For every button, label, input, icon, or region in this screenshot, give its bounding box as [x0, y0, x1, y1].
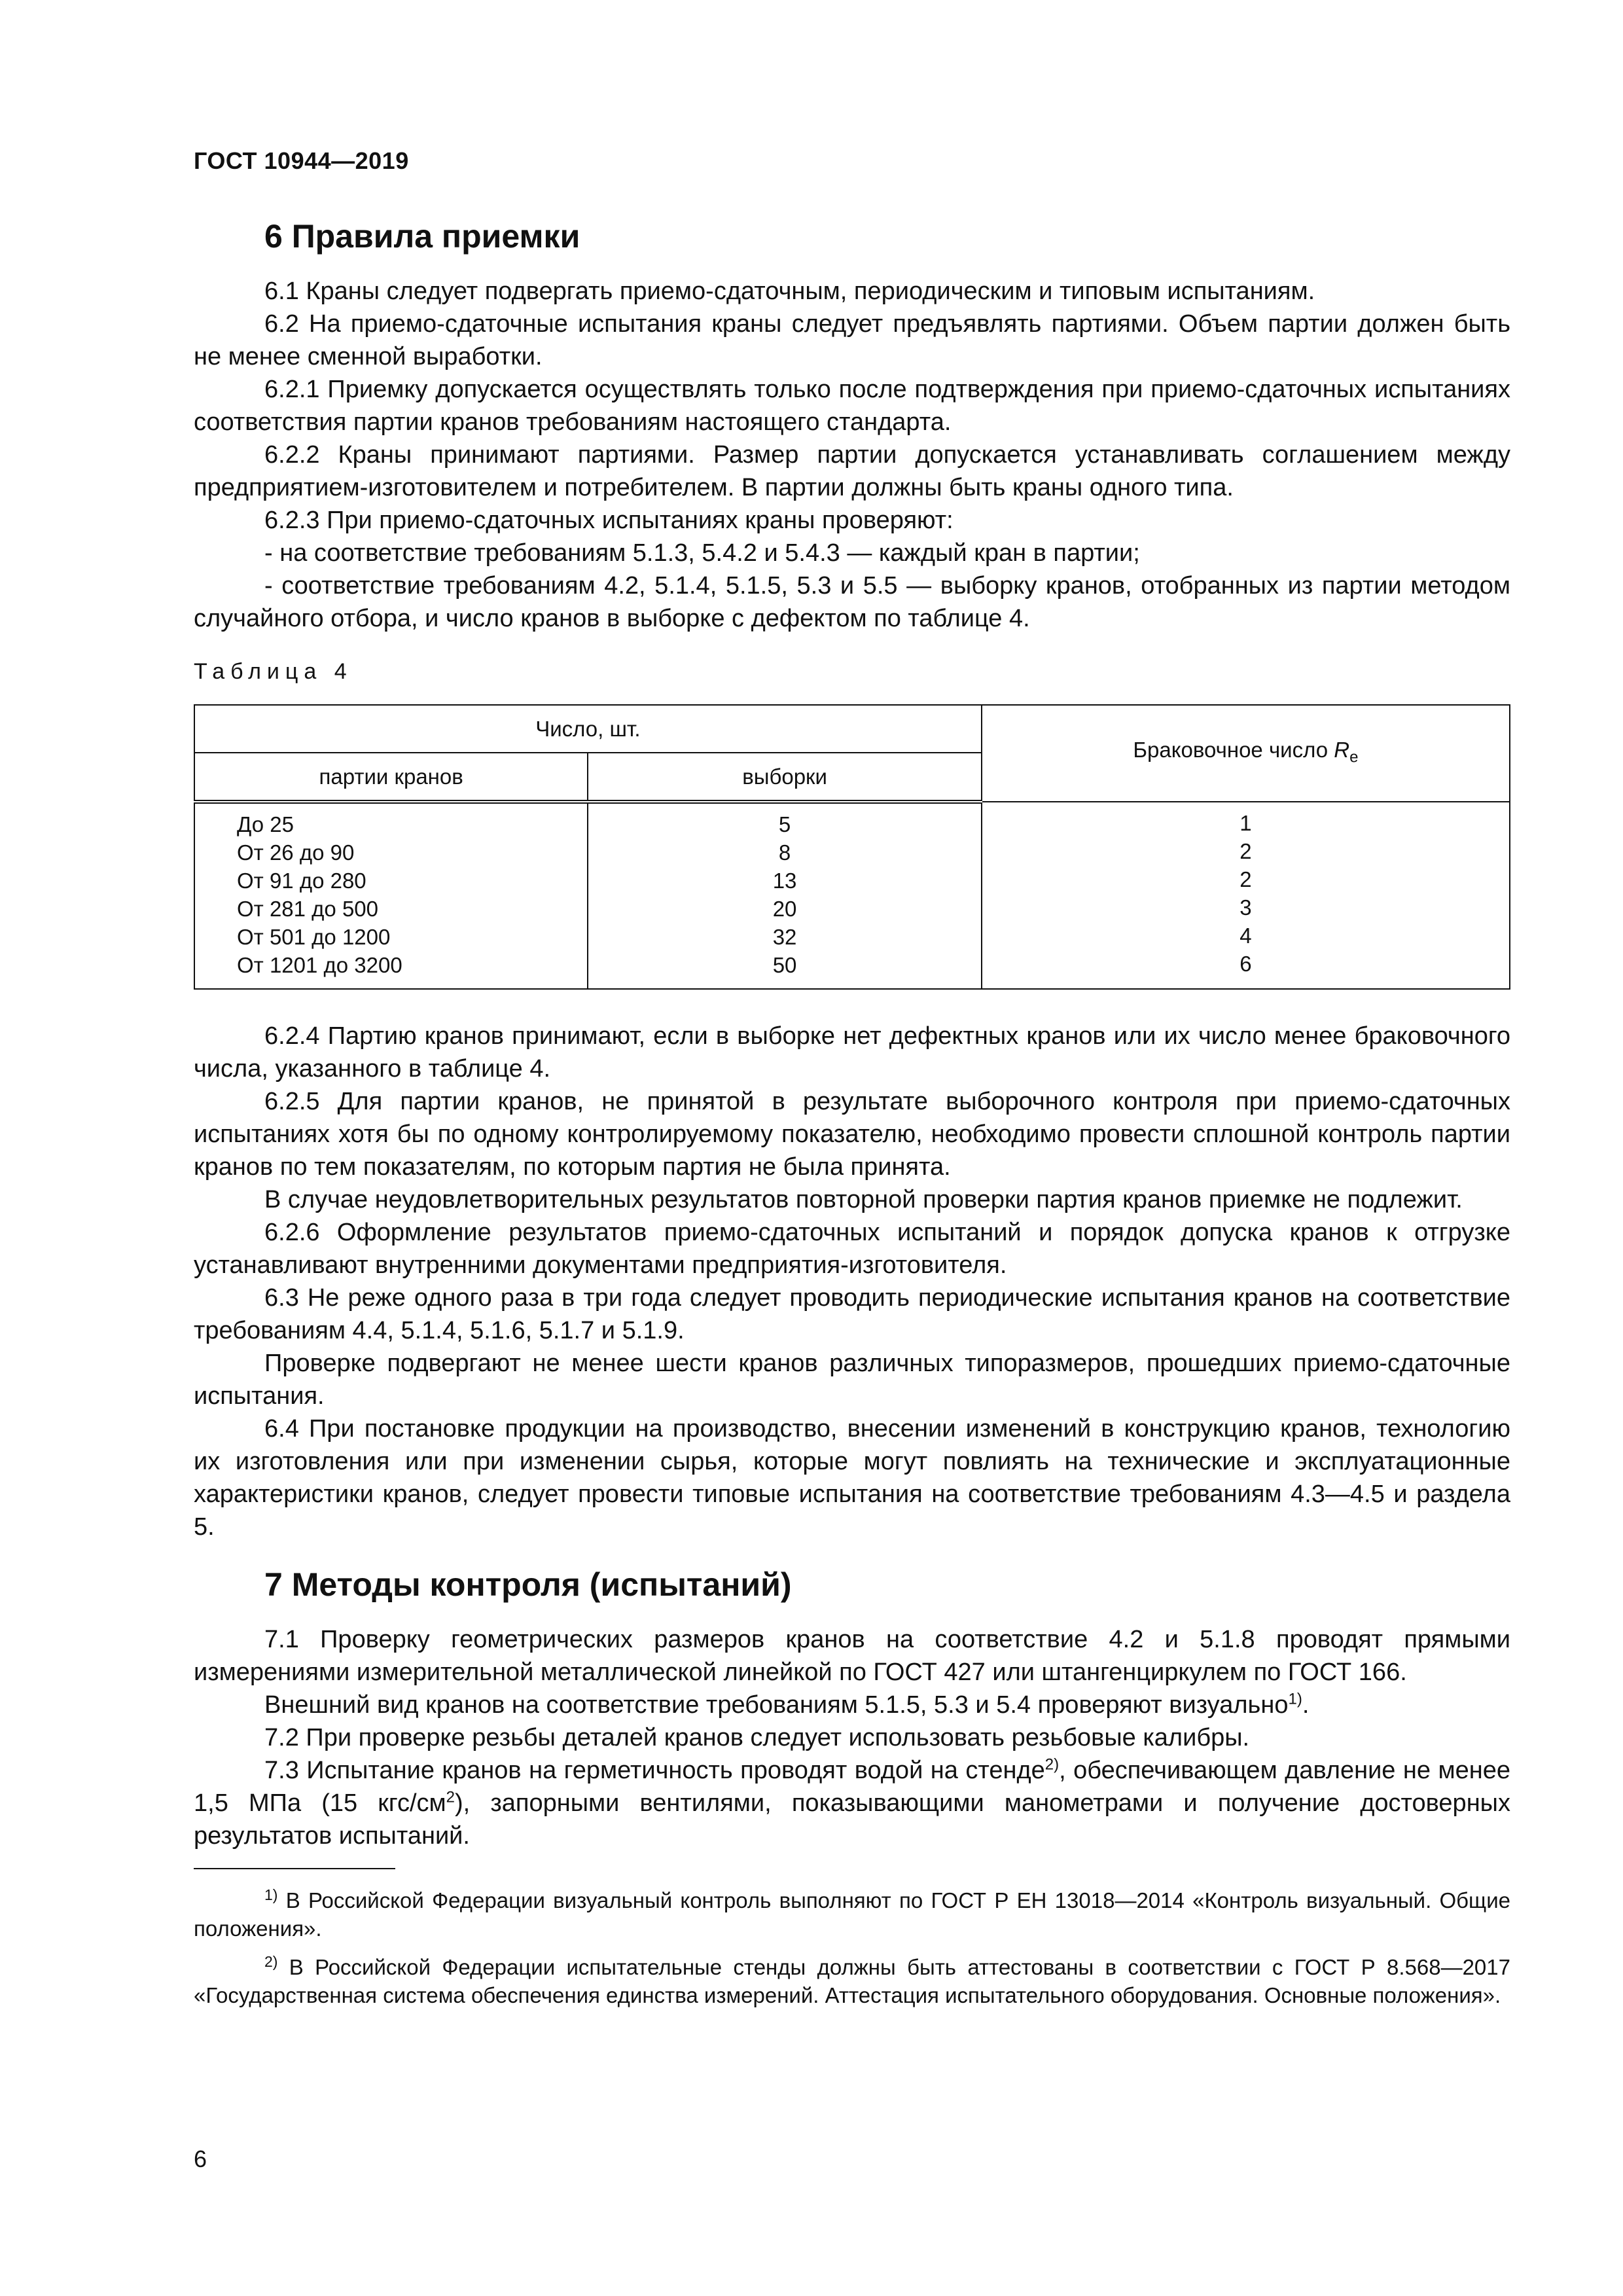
section-7-title: 7 Методы контроля (испытаний) [264, 1566, 792, 1603]
paragraph-7-3-part-a: 7.3 Испытание кранов на герметичность проводят водой на стенде [264, 1757, 1045, 1784]
page-number: 6 [194, 2145, 207, 2172]
section-6-title: 6 Правила приемки [264, 218, 580, 255]
reject-number-2: 2 [1240, 839, 1252, 863]
paragraph-7-2: 7.2 При проверке резьбы деталей кранов следует использовать резьбовые калибры. [264, 1724, 1250, 1751]
column-sample [588, 802, 981, 989]
paragraph-7-3-part-c: ), запорными вентилями, показывающими манометрами и получение достоверных результатов испытаний. [194, 1789, 1510, 1850]
reject-number-1: 1 [1240, 811, 1252, 835]
footnote-ref-2[interactable]: 2) [1044, 1755, 1060, 1774]
reject-header-label: Браковочное число [1133, 737, 1334, 762]
paragraph-6-2-2: 6.2.2 Краны принимают партиями. Размер партии допускается устанавливать соглашением между предприятием-изготовителем и потребителем. В партии должны быть краны одного типа. [194, 441, 1510, 501]
sample-size-4: 20 [772, 897, 797, 921]
sample-size-5: 32 [772, 925, 797, 949]
paragraph-6-2: 6.2 На приемо-сдаточные испытания краны следует предъявлять партиями. Объем партии должен быть не менее сменной выработки. [194, 310, 1510, 370]
list-item-6-2-3-b: - соответствие требованиям 4.2, 5.1.4, 5.1.5, 5.3 и 5.5 — выборку кранов, отобранных из партии методом случайного отбора, и число кранов в выборке с дефектом по таблице 4. [194, 572, 1510, 632]
reject-symbol: R [1334, 737, 1350, 762]
party-size-4: От 281 до 500 [237, 897, 379, 921]
column-party [194, 802, 588, 989]
paragraph-6-2-6: 6.2.6 Оформление результатов приемо-сдаточных испытаний и порядок допуска кранов к отгрузке устанавливают внутренними документами предприятия-изготовителя. [194, 1219, 1510, 1279]
footnote-separator [194, 1868, 395, 1869]
table-body-row [194, 802, 1510, 989]
table-4-caption: Таблица 4 [194, 659, 353, 684]
paragraph-6-2-5-b: В случае неудовлетворительных результатов повторной проверки партия кранов приемке не подлежит. [264, 1186, 1463, 1213]
reject-number-4: 3 [1240, 895, 1252, 920]
footnote-ref-1[interactable]: 1) [1288, 1690, 1302, 1708]
paragraph-7-1: 7.1 Проверку геометрических размеров кранов на соответствие 4.2 и 5.1.8 проводят прямыми измерениями измерительной металлической линейкой по ГОСТ 427 или штангенциркулем по ГОСТ 166. [194, 1626, 1510, 1686]
footnote-2 [194, 1953, 1510, 2009]
column-reject [982, 802, 1510, 989]
reject-number-6: 6 [1240, 952, 1252, 976]
party-size-1: До 25 [237, 812, 294, 836]
table-header-sample: выборки [588, 753, 981, 802]
table-4 [194, 704, 1510, 990]
footnote-1-text: В Российской Федерации визуальный контроль выполняют по ГОСТ Р ЕН 13018—2014 «Контроль визуальный. Общие положения». [194, 1888, 1510, 1941]
paragraph-6-4: 6.4 При постановке продукции на производство, внесении изменений в конструкцию кранов, технологию их изготовления или при изменении сырья, которые могут повлиять на технические и эксплуатационные характеристики кранов, следует провести типовые испытания на соответствие требованиям 4.3—4.5 и раздела 5. [194, 1415, 1510, 1541]
party-size-3: От 91 до 280 [237, 869, 366, 893]
table-header-reject-number [982, 705, 1510, 802]
footnote-1 [194, 1886, 1510, 1943]
footnote-1-mark: 1) [264, 1886, 278, 1903]
paragraph-7-1-b-end: . [1302, 1691, 1310, 1719]
paragraph-7-1-b [194, 1689, 1510, 1721]
paragraph-6-1: 6.1 Краны следует подвергать приемо-сдаточным, периодическим и типовым испытаниям. [264, 278, 1315, 305]
table-header-party: партии кранов [194, 753, 588, 802]
document-code-header: ГОСТ 10944—2019 [194, 147, 409, 174]
party-size-6: От 1201 до 3200 [237, 953, 402, 977]
sample-size-2: 8 [778, 840, 791, 865]
paragraph-7-3 [194, 1754, 1510, 1852]
unit-exponent: 2 [446, 1788, 455, 1806]
reject-number-3: 2 [1240, 867, 1252, 891]
sample-size-6: 50 [772, 953, 797, 977]
table-header-count-group: Число, шт. [194, 705, 982, 753]
page-content [194, 216, 1510, 2020]
footnote-2-text: В Российской Федерации испытательные стенды должны быть аттестованы в соответствии с ГОСТ Р 8.568—2017 «Государственная система обеспечения единства измерений. Аттестация испытательного оборудования. Основные положения». [194, 1955, 1510, 2007]
party-size-5: От 501 до 1200 [237, 925, 391, 949]
list-item-6-2-3-a: - на соответствие требованиям 5.1.3, 5.4.2 и 5.4.3 — каждый кран в партии; [264, 539, 1140, 567]
party-size-2: От 26 до 90 [237, 840, 355, 865]
sample-size-1: 5 [778, 812, 791, 836]
paragraph-6-2-4: 6.2.4 Партию кранов принимают, если в выборке нет дефектных кранов или их число менее браковочного числа, указанного в таблице 4. [194, 1022, 1510, 1083]
paragraph-7-3-part-b: , обеспечивающем давление не менее 1,5 МПа (15 кгс/см [194, 1757, 1510, 1817]
paragraph-6-2-1: 6.2.1 Приемку допускается осуществлять только после подтверждения при приемо-сдаточных испытаниях соответствия партии кранов требованиям настоящего стандарта. [194, 376, 1510, 436]
paragraph-7-1-b-text: Внешний вид кранов на соответствие требованиям 5.1.5, 5.3 и 5.4 проверяют визуально [264, 1691, 1289, 1719]
reject-number-5: 4 [1240, 924, 1252, 948]
reject-symbol-subscript: e [1349, 748, 1359, 766]
sample-size-3: 13 [772, 869, 797, 893]
paragraph-6-3: 6.3 Не реже одного раза в три года следует проводить периодические испытания кранов на соответствие требованиям 4.4, 5.1.4, 5.1.6, 5.1.7 и 5.1.9. [194, 1284, 1510, 1344]
paragraph-6-3-b: Проверке подвергают не менее шести кранов различных типоразмеров, прошедших приемо-сдаточные испытания. [194, 1350, 1510, 1410]
footnote-2-mark: 2) [264, 1953, 278, 1970]
paragraph-6-2-3: 6.2.3 При приемо-сдаточных испытаниях краны проверяют: [264, 507, 954, 534]
paragraph-6-2-5: 6.2.5 Для партии кранов, не принятой в результате выборочного контроля при приемо-сдаточных испытаниях хотя бы по одному контролируемому показателю, необходимо провести сплошной контроль партии кранов по тем показателям, по которым партия не была принята. [194, 1088, 1510, 1181]
